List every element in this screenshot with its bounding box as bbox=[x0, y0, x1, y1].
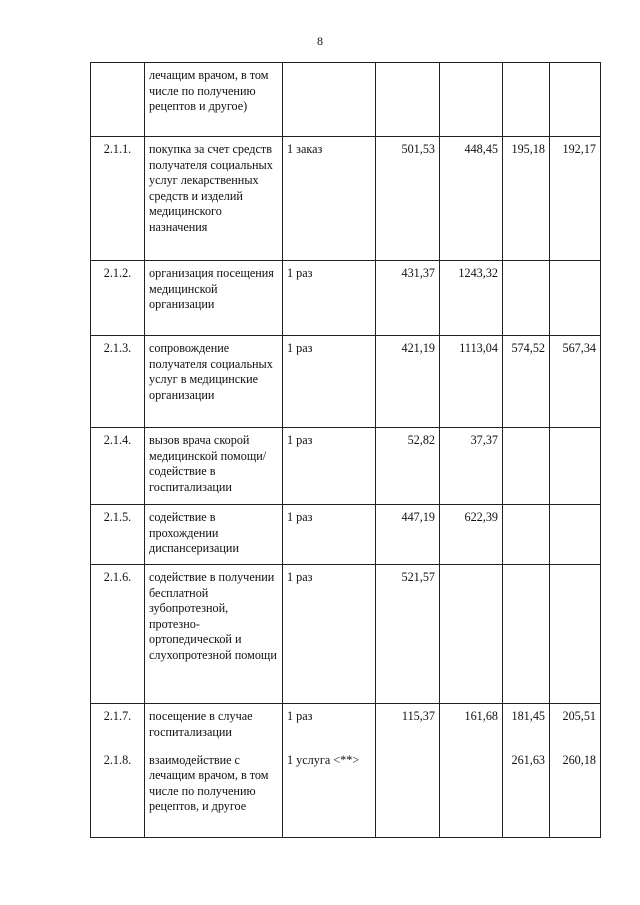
row-number: 2.1.2. bbox=[91, 261, 145, 336]
value-col-3: 261,63 bbox=[503, 748, 550, 838]
service-unit: 1 раз bbox=[283, 505, 376, 565]
service-name: взаимодействие с лечащим врачом, в том числе по получению рецептов, и другое bbox=[145, 748, 283, 838]
service-unit bbox=[283, 63, 376, 137]
row-number bbox=[91, 63, 145, 137]
value-col-2: 1243,32 bbox=[440, 261, 503, 336]
value-col-3 bbox=[503, 505, 550, 565]
table-row bbox=[91, 261, 601, 336]
value-col-3 bbox=[503, 261, 550, 336]
service-unit: 1 услуга <**> bbox=[283, 748, 376, 838]
value-col-4: 567,34 bbox=[550, 336, 601, 428]
value-col-3: 195,18 bbox=[503, 137, 550, 261]
value-col-4 bbox=[550, 63, 601, 137]
value-col-2: 622,39 bbox=[440, 505, 503, 565]
value-col-1: 115,37 bbox=[376, 704, 440, 748]
table-row bbox=[91, 428, 601, 505]
service-name: сопровождение получателя социальных услуг в медицинские организации bbox=[145, 336, 283, 428]
value-col-4: 260,18 bbox=[550, 748, 601, 838]
value-col-1: 52,82 bbox=[376, 428, 440, 505]
row-number: 2.1.1. bbox=[91, 137, 145, 261]
service-name: покупка за счет средств получателя социальных услуг лекарственных средств и изделий медицинского назначения bbox=[145, 137, 283, 261]
value-col-4 bbox=[550, 428, 601, 505]
value-col-1: 501,53 bbox=[376, 137, 440, 261]
value-col-1 bbox=[376, 63, 440, 137]
table-row bbox=[91, 137, 601, 261]
row-number: 2.1.7. bbox=[91, 704, 145, 748]
value-col-4: 205,51 bbox=[550, 704, 601, 748]
service-unit: 1 раз bbox=[283, 428, 376, 505]
value-col-1: 521,57 bbox=[376, 565, 440, 704]
service-unit: 1 раз bbox=[283, 336, 376, 428]
value-col-1 bbox=[376, 748, 440, 838]
table-row bbox=[91, 565, 601, 704]
value-col-4 bbox=[550, 505, 601, 565]
service-unit: 1 заказ bbox=[283, 137, 376, 261]
value-col-4: 192,17 bbox=[550, 137, 601, 261]
service-name: содействие в получении бесплатной зубопротезной, протезно-ортопедической и слухопротезной помощи bbox=[145, 565, 283, 704]
table-row bbox=[91, 748, 601, 838]
value-col-3: 574,52 bbox=[503, 336, 550, 428]
table-row bbox=[91, 505, 601, 565]
value-col-2 bbox=[440, 63, 503, 137]
value-col-3 bbox=[503, 63, 550, 137]
row-number: 2.1.3. bbox=[91, 336, 145, 428]
service-name: вызов врача скорой медицинской помощи/содействие в госпитализации bbox=[145, 428, 283, 505]
value-col-1: 431,37 bbox=[376, 261, 440, 336]
row-number: 2.1.4. bbox=[91, 428, 145, 505]
table-row bbox=[91, 336, 601, 428]
row-number: 2.1.8. bbox=[91, 748, 145, 838]
service-unit: 1 раз bbox=[283, 261, 376, 336]
service-name: содействие в прохождении диспансеризации bbox=[145, 505, 283, 565]
page-number: 8 bbox=[317, 34, 323, 48]
tariff-table bbox=[90, 62, 601, 838]
value-col-3 bbox=[503, 428, 550, 505]
value-col-2 bbox=[440, 748, 503, 838]
value-col-2: 448,45 bbox=[440, 137, 503, 261]
service-unit: 1 раз bbox=[283, 565, 376, 704]
value-col-1: 447,19 bbox=[376, 505, 440, 565]
value-col-2: 37,37 bbox=[440, 428, 503, 505]
value-col-4 bbox=[550, 261, 601, 336]
table-row bbox=[91, 63, 601, 137]
service-name: лечащим врачом, в том числе по получению рецептов и другое) bbox=[145, 63, 283, 137]
value-col-2 bbox=[440, 565, 503, 704]
value-col-4 bbox=[550, 565, 601, 704]
service-name: посещение в случае госпитализации bbox=[145, 704, 283, 748]
value-col-3 bbox=[503, 565, 550, 704]
table-row bbox=[91, 704, 601, 748]
value-col-2: 161,68 bbox=[440, 704, 503, 748]
row-number: 2.1.5. bbox=[91, 505, 145, 565]
value-col-2: 1113,04 bbox=[440, 336, 503, 428]
row-number: 2.1.6. bbox=[91, 565, 145, 704]
value-col-1: 421,19 bbox=[376, 336, 440, 428]
service-name: организация посещения медицинской организации bbox=[145, 261, 283, 336]
value-col-3: 181,45 bbox=[503, 704, 550, 748]
service-unit: 1 раз bbox=[283, 704, 376, 748]
